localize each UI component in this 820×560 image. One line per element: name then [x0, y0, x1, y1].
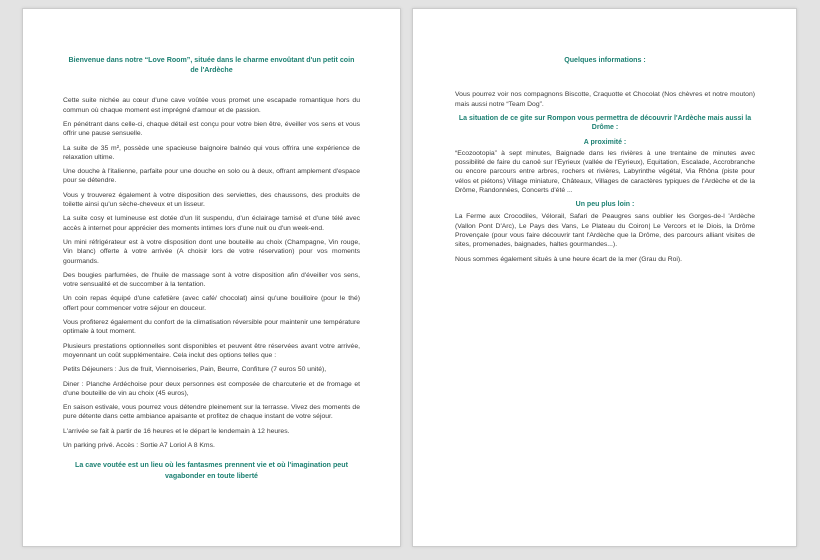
page-1[interactable] — [22, 8, 401, 547]
page2-title: Quelques informations : — [564, 56, 646, 64]
heading-situation: La situation de ce gite sur Rompon vous permettra de découvrir l'Ardèche mais aussi la Drôme : — [458, 114, 752, 132]
page1-title: Bienvenue dans notre “Love Room”, située dans le charme envoûtant d'un petit coin de l'Ardèche — [68, 56, 355, 75]
paragraph: Vous profiterez également du confort de la climatisation réversible pour maintenir une température optimale à tout moment. — [63, 319, 360, 336]
paragraph: “Ecozootopia” à sept minutes, Baignade dans les rivières à une trentaine de minutes avec possibilité de faire du canoë sur l'Eyrieux (vallée de l'Eyrieux), Equitation, Escalade, Accrobranche ou encore parcours entre arbres, rochers et rivières, Labyrinthe végétal, Via Rhôna (piste pour vélos et piétons) Village miniature, Châteaux, Villages de caractères typiques de l'Ardèche et de la Drôme, Randonnées, Concerts d'été ... — [455, 149, 755, 194]
heading-proximite: A proximité : — [583, 139, 627, 147]
paragraph: L'arrivée se fait à partir de 16 heures et le départ le lendemain à 12 heures. — [63, 427, 290, 435]
paragraph: Un coin repas équipé d'une cafetière (avec café/ chocolat) ainsi qu'une bouilloire (pour le thé) offert pour commencer votre séjour en douceur. — [63, 295, 360, 312]
paragraph: En pénétrant dans celle-ci, chaque détail est conçu pour votre bien être, éveiller vos sens et vous offrir une pause sensuelle. — [63, 121, 360, 138]
paragraph: Cette suite nichée au cœur d'une cave voûtée vous promet une escapade romantique hors du commun où chaque moment est imprégné d'amour et de passion. — [63, 97, 360, 114]
paragraph: Petits Déjeuners : Jus de fruit, Viennoiseries, Pain, Beurre, Confiture (7 euros 50 unité), — [63, 366, 327, 374]
paragraph: Diner : Planche Ardéchoise pour deux personnes est composée de charcuterie et de fromage et d'une bouteille de vin au choix (45 euros), — [63, 380, 360, 397]
page1-footer-note: La cave voutée est un lieu où les fantasmes prennent vie et où l'imagination peut vagabonder en toute liberté — [75, 461, 348, 480]
paragraph: Un parking privé. Accès : Sortie A7 Loriol A 8 Kms. — [63, 442, 215, 450]
paragraph: En saison estivale, vous pourrez vous détendre pleinement sur la terrasse. Vivez des moments de pure détente dans cette ambiance apaisante et profitez de chaque instant de votre séjour. — [63, 404, 360, 421]
paragraph: La suite de 35 m², possède une spacieuse baignoire balnéo qui vous offrira une expérience de relaxation ultime. — [63, 144, 360, 161]
paragraph: Des bougies parfumées, de l'huile de massage sont à votre disposition afin d'éveiller vos sens, votre sensualité et de succomber à la tentation. — [63, 271, 360, 289]
paragraph: La Ferme aux Crocodiles, Vélorail, Safari de Peaugres sans oublier les Gorges-de-l 'Ardèche (Vallon Pont D'Arc), Le Pays des Vans, Le Plateau du Coiron| Le Vercors et le Diois, la Drôme Provençale (pour vous faire découvrir tant l'Ardèche que la Drôme, des parcours alliant visites de sites, promenades, baignades, haltes gourmandes...). — [455, 213, 755, 249]
page-2[interactable] — [412, 8, 797, 547]
paragraph: Vous pourrez voir nos compagnons Biscotte, Craquotte et Chocolat (Nos chèvres et notre mouton) mais aussi notre “Team Dog”. — [455, 91, 755, 108]
paragraph: La suite cosy et lumineuse est dotée d'un lit suspendu, d'un éclairage tamisé et d'une télé avec accès à internet pour apprécier des moments intimes lors d'une nuit ou d'un week-end. — [63, 215, 360, 232]
paragraph: Plusieurs prestations optionnelles sont disponibles et peuvent être réservées avant votre arrivée, moyennant un coût supplémentaire. Cela inclut des options telles que : — [63, 342, 360, 359]
paragraph: Nous sommes également situés à une heure écart de la mer (Grau du Roi). — [455, 255, 683, 263]
paragraph: Une douche à l'italienne, parfaite pour une douche en solo ou à deux, offrant amplement d'espace pour se détendre. — [63, 168, 360, 185]
heading-un-peu-plus-loin: Un peu plus loin : — [575, 201, 635, 209]
paragraph: Un mini réfrigérateur est à votre disposition dont une bouteille au choix (Champagne, Vin rouge, Vin blanc) offerte à votre arrivée (A choisir lors de votre réservation) pour vos moments gourmands. — [63, 238, 360, 265]
paragraph: Vous y trouverez également à votre disposition des serviettes, des chaussons, des produits de toilette ainsi qu'un sèche-cheveux et un lisseur. — [63, 191, 360, 209]
